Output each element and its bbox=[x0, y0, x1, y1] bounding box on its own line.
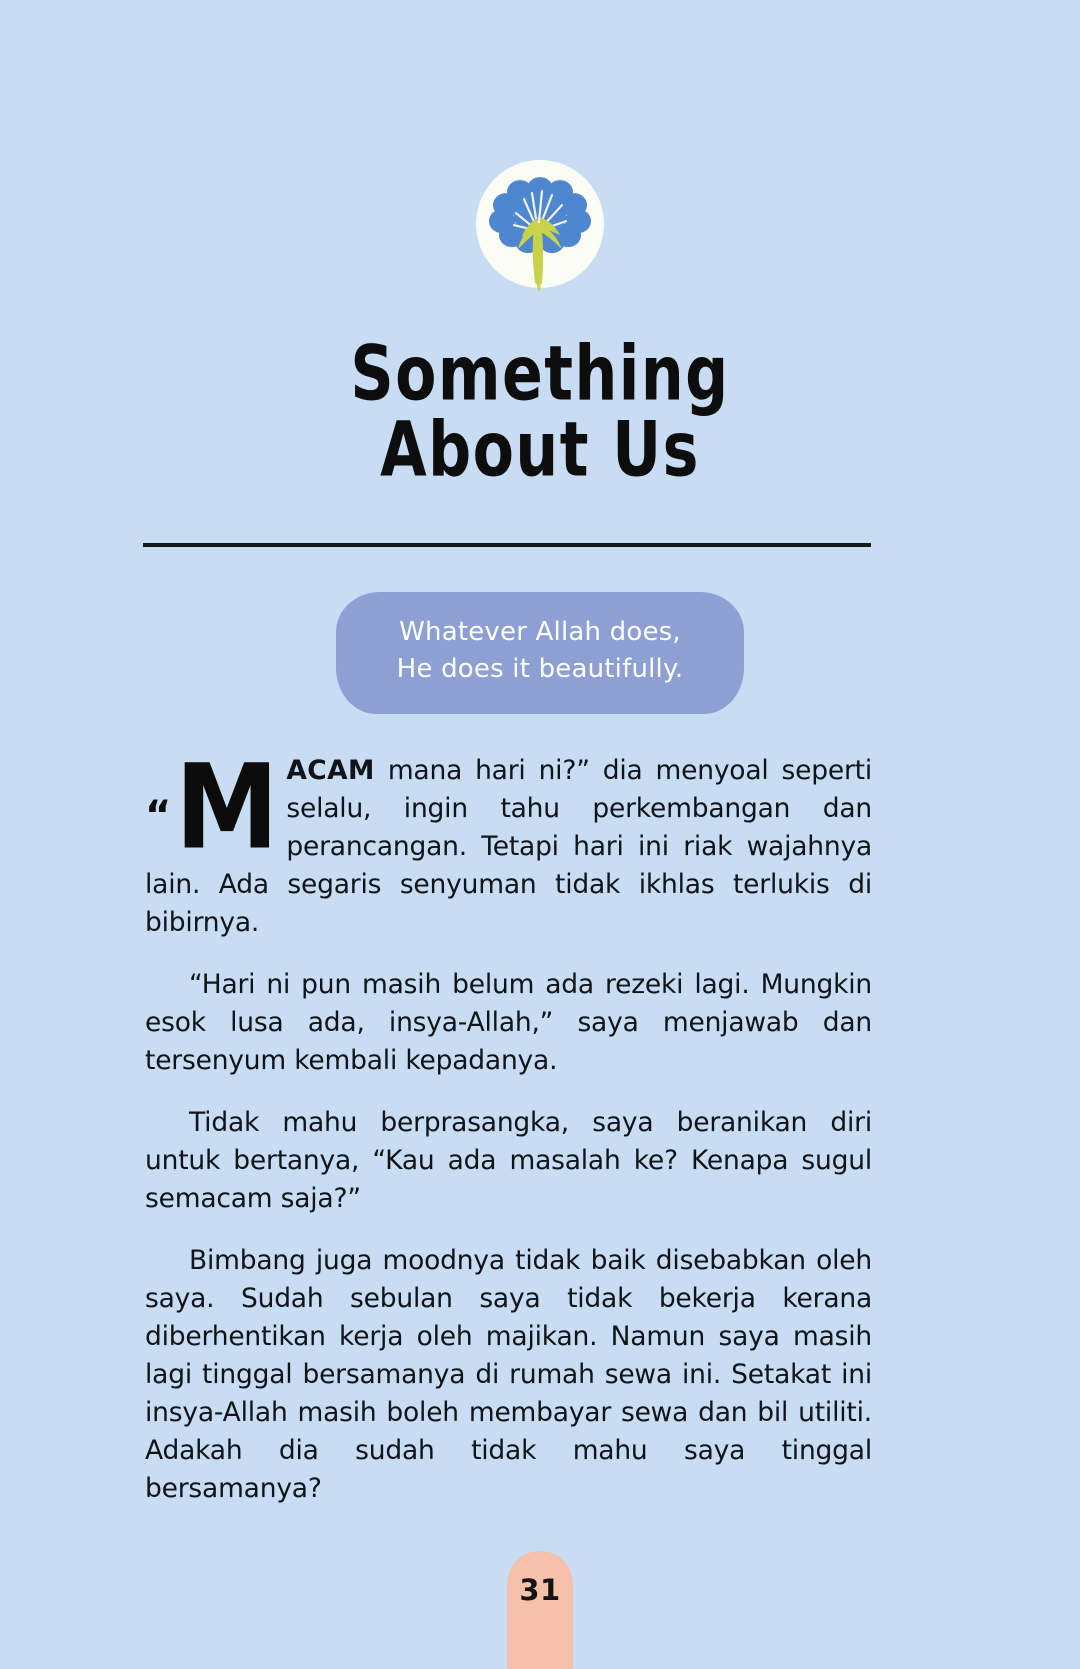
page-number-tab bbox=[507, 1551, 573, 1669]
quote-container bbox=[0, 592, 1080, 714]
quote-line-2: He does it beautifully. bbox=[396, 653, 684, 684]
emblem-container bbox=[0, 160, 1080, 288]
paragraph-1-lead: ACAM bbox=[286, 755, 375, 786]
drop-cap: M bbox=[175, 738, 279, 876]
title-divider bbox=[143, 543, 871, 547]
quote-line-1: Whatever Allah does, bbox=[399, 617, 681, 647]
paragraph-1 bbox=[145, 738, 872, 942]
page-number: 31 bbox=[519, 1573, 561, 1607]
page-title bbox=[0, 328, 1080, 494]
title-line-1: Something bbox=[350, 328, 730, 418]
page-number-container bbox=[0, 1551, 1080, 1669]
body-text-column bbox=[145, 738, 872, 1508]
paragraph-3: Tidak mahu berprasangka, saya beranikan diri untuk bertanya, “Kau ada masalah ke? Kenapa sugul semacam saja?” bbox=[145, 1107, 872, 1214]
opening-quote-mark: “ bbox=[145, 793, 172, 839]
title-line-2: About Us bbox=[380, 404, 700, 494]
emblem-circle bbox=[476, 160, 604, 288]
paragraph-2: “Hari ni pun masih belum ada rezeki lagi. Mungkin esok lusa ada, insya-Allah,” saya menjawab dan tersenyum kembali kepadanya. bbox=[145, 969, 872, 1076]
paragraph-1-text: mana hari ni?” dia menyoal seperti selalu, ingin tahu perkembangan dan perancangan. Tetapi hari ini riak wajahnya lain. Ada segaris senyuman tidak ikhlas terlukis di bibirnya. bbox=[145, 755, 872, 938]
quote-bubble bbox=[336, 592, 744, 714]
paragraph-4: Bimbang juga moodnya tidak baik disebabkan oleh saya. Sudah sebulan saya tidak bekerja kerana diberhentikan kerja oleh majikan. Namun saya masih lagi tinggal bersamanya di rumah sewa ini. Setakat ini insya-Allah masih boleh membayar sewa dan bil utiliti. Adakah dia sudah tidak mahu saya tinggal bersamanya? bbox=[145, 1245, 872, 1504]
